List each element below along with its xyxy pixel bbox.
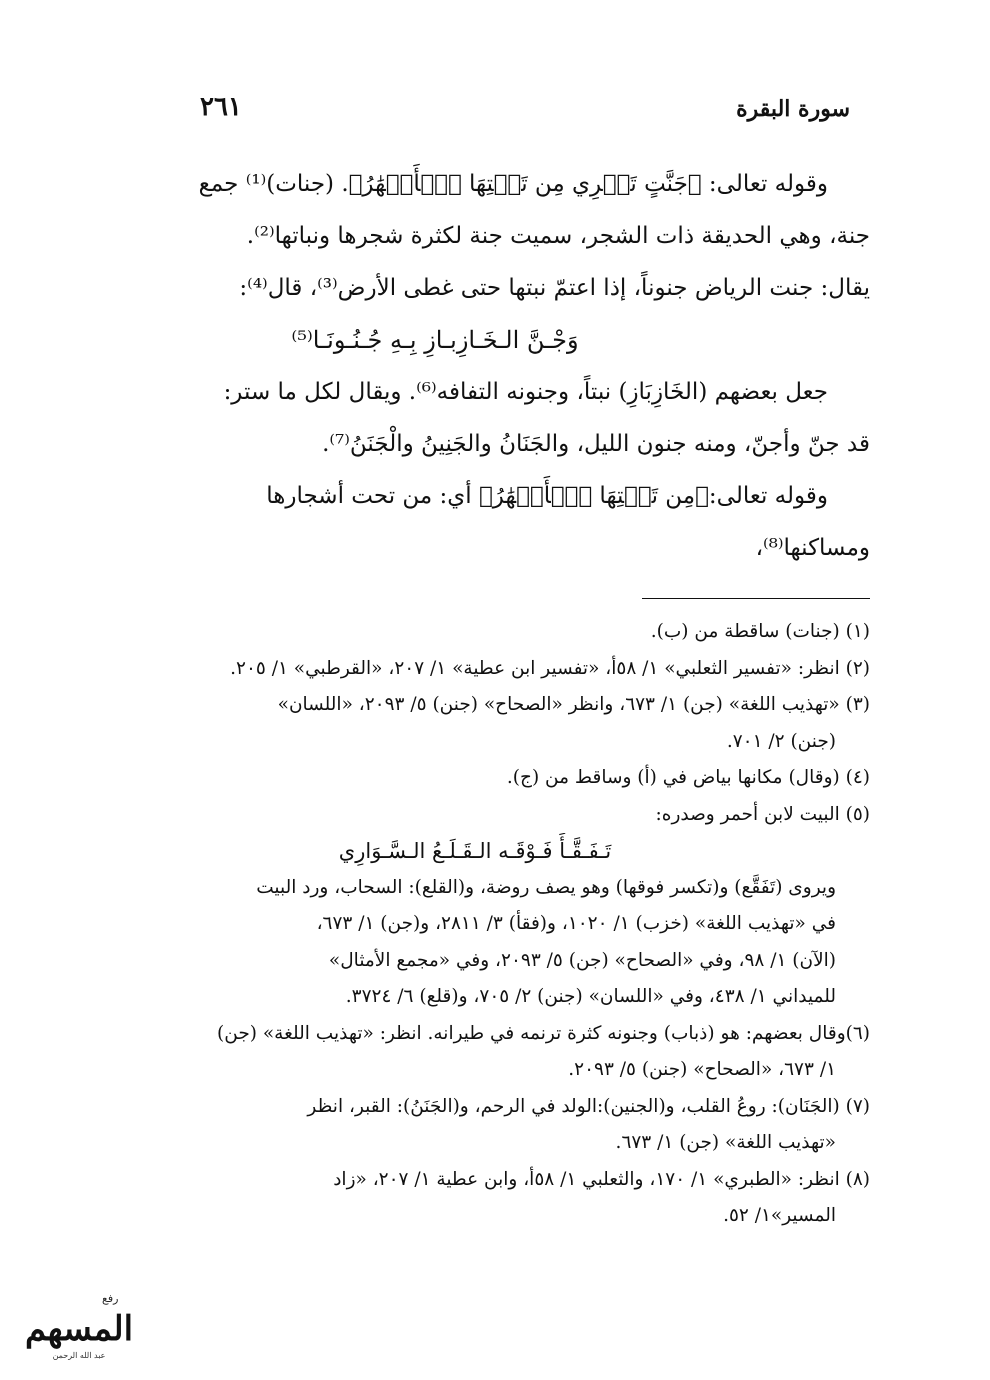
footnote-separator xyxy=(642,598,870,599)
footnote-line: (١) (جنات) ساقطة من (ب). xyxy=(650,621,870,642)
text-line: قد جنّ وأجنّ، ومنه جنون الليل، والجَنَانُ والجَنِينُ والْجَنَنُ⁽⁷⁾. xyxy=(322,431,870,457)
logo-sub-text: عبد الله الرحمن xyxy=(52,1351,106,1360)
footnote-line: (٣) «تهذيب اللغة» (جن) ١/ ٦٧٣، وانظر «الصحاح» (جنن) ٥/ ٢٠٩٣، «اللسان» xyxy=(277,694,870,715)
logo-small-text: رفع xyxy=(102,1292,119,1305)
footnotes xyxy=(140,614,870,1235)
footnote-line: للميداني ١/ ٤٣٨، وفي «اللسان» (جنن) ٢/ ٧٠٥، و(قلع) ٦/ ٣٧٢٤. xyxy=(345,986,836,1007)
footnote-line: (٨) انظر: «الطبري» ١/ ١٧٠، والثعلبي ١/ ٥٨أ، وابن عطية ١/ ٢٠٧، «زاد xyxy=(333,1168,870,1190)
page-number: ٢٦١ xyxy=(200,92,242,122)
text-line: جنة، وهي الحديقة ذات الشجر، سميت جنة لكثرة شجرها ونباتها⁽²⁾. xyxy=(246,223,870,249)
publisher-logo xyxy=(14,1288,144,1368)
footnote-line: (٤) (وقال) مكانها بياض في (أ) وساقط من (ج). xyxy=(506,767,870,788)
text-line: وقوله تعالى:﴿مِن تَحۡتِهَا ٱلۡأَنۡهَٰرُ﴾ أي: من تحت أشجارها xyxy=(266,483,828,509)
surah-title: سورة البقرة xyxy=(736,96,850,122)
main-text xyxy=(140,158,870,574)
footnote-line: ١/ ٦٧٣، «الصحاح» (جنن) ٥/ ٢٠٩٣. xyxy=(568,1059,836,1080)
text-line: ومساكنها⁽⁸⁾، xyxy=(755,535,870,561)
footnote-line: (٦)وقال بعضهم: هو (ذباب) وجنونه كثرة ترنمه في طيرانه. انظر: «تهذيب اللغة» (جن) xyxy=(217,1022,870,1044)
logo-text: المسهم xyxy=(24,1309,134,1349)
text-line: جعل بعضهم (الخَازِبَازِ) نبتاً، وجنونه التفافه⁽⁶⁾. ويقال لكل ما ستر: xyxy=(223,379,828,405)
footnote-poem: تَـفَـقَّـأَ فَـوْقَـه الـقَـلَـعُ الـسَّـوَارِي xyxy=(338,839,612,863)
footnote-line: (الآن) ١/ ٩٨، وفي «الصحاح» (جن) ٥/ ٢٠٩٣، وفي «مجمع الأمثال» xyxy=(328,949,836,971)
footnote-line: ويروى (تَفَقَّع) و(تكسر فوقها) وهو يصف روضة، و(القلع): السحاب، ورد البيت xyxy=(256,876,836,898)
footnote-line: (٢) انظر: «تفسير الثعلبي» ١/ ٥٨أ، «تفسير ابن عطية» ١/ ٢٠٧، «القرطبي» ١/ ٢٠٥. xyxy=(230,657,870,679)
footnote-line: (٥) البيت لابن أحمر وصدره: xyxy=(655,803,870,825)
footnote-line: (جنن) ٢/ ٧٠١. xyxy=(726,730,836,752)
footnote-line: المسير»١/ ٥٢. xyxy=(723,1205,836,1226)
page-header xyxy=(140,92,850,132)
text-line: يقال: جنت الرياض جنوناً، إذا اعتمّ نبتها حتى غطى الأرض⁽³⁾، قال⁽⁴⁾: xyxy=(239,275,870,301)
footnote-line: في «تهذيب اللغة» (خزب) ١/ ١٠٢٠، و(فقأ) ٣/ ٢٨١١، و(جن) ١/ ٦٧٣، xyxy=(316,913,836,934)
poetry-verse: وَجْـنَّ الـخَـازِبـازِ بِـهِ جُـنُـونَـا⁽⁵⁾ xyxy=(291,326,579,354)
footnote-line: (٧) (الجَنَان): روعُ القلب، و(الجنين):الولد في الرحم، و(الجَنَنُ): القبر، انظر xyxy=(307,1095,870,1117)
text-line: وقوله تعالى: ﴿جَنَّتٍ تَجۡرِي مِن تَحۡتِهَا ٱلۡأَنۡهَٰرُ﴾. (جنات)⁽¹⁾ جمع xyxy=(198,171,828,197)
footnote-line: «تهذيب اللغة» (جن) ١/ ٦٧٣. xyxy=(615,1132,836,1153)
